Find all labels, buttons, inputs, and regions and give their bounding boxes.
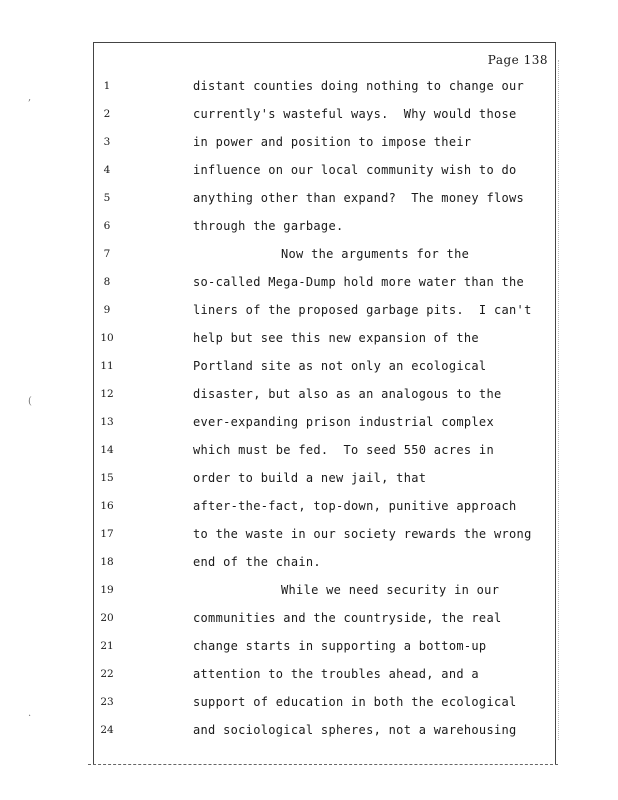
line-number: 15 [100, 472, 114, 484]
transcript-line: Portland site as not only an ecological [193, 359, 487, 373]
line-number: 19 [100, 584, 114, 596]
transcript-line: through the garbage. [193, 219, 344, 233]
line-number: 21 [100, 640, 114, 652]
line-number: 14 [100, 444, 114, 456]
transcript-line: anything other than expand? The money flows [193, 191, 525, 205]
transcript-line: support of education in both the ecological [193, 695, 517, 709]
scan-speck: ( [28, 396, 32, 407]
line-number: 22 [100, 668, 114, 680]
transcript-line: distant counties doing nothing to change our [193, 79, 525, 93]
line-number: 24 [100, 724, 114, 736]
scan-margin-noise [558, 60, 563, 740]
transcript-line: attention to the troubles ahead, and a [193, 667, 479, 681]
transcript-line: which must be fed. To seed 550 acres in [193, 443, 494, 457]
transcript-line: influence on our local community wish to do [193, 163, 517, 177]
transcript-line: after-the-fact, top-down, punitive approach [193, 499, 517, 513]
line-number: 2 [103, 108, 111, 120]
transcript-line: ever-expanding prison industrial complex [193, 415, 494, 429]
line-number: 8 [103, 276, 111, 288]
line-number: 9 [103, 304, 111, 316]
transcript-line: communities and the countryside, the real [193, 611, 502, 625]
line-number: 17 [100, 528, 114, 540]
line-number: 12 [100, 388, 114, 400]
transcript-line: to the waste in our society rewards the wrong [193, 527, 532, 541]
transcript-line: help but see this new expansion of the [193, 331, 479, 345]
line-number: 18 [100, 556, 114, 568]
line-number: 5 [103, 192, 111, 204]
transcript-line: change starts in supporting a bottom-up [193, 639, 487, 653]
bottom-rule [88, 764, 558, 765]
line-number: 16 [100, 500, 114, 512]
line-number: 10 [100, 332, 114, 344]
line-number: 20 [100, 612, 114, 624]
line-number: 7 [103, 248, 111, 260]
transcript-line: and sociological spheres, not a warehousing [193, 723, 517, 737]
transcript-line: disaster, but also as an analogous to the [193, 387, 502, 401]
transcript-line: so-called Mega-Dump hold more water than the [193, 275, 525, 289]
scan-speck: . [28, 708, 32, 719]
transcript-line: While we need security in our [281, 583, 500, 597]
line-number: 3 [103, 136, 111, 148]
line-number: 4 [103, 164, 111, 176]
transcript-line: currently's wasteful ways. Why would those [193, 107, 517, 121]
transcript-line: order to build a new jail, that [193, 471, 427, 485]
transcript-line: liners of the proposed garbage pits. I can't [193, 303, 532, 317]
transcript-line: in power and position to impose their [193, 135, 472, 149]
line-number: 13 [100, 416, 114, 428]
line-number: 6 [103, 220, 111, 232]
line-number-column [96, 78, 118, 750]
transcript-line: end of the chain. [193, 555, 321, 569]
transcript-text [193, 78, 553, 750]
line-number: 11 [100, 360, 114, 372]
line-number: 23 [100, 696, 114, 708]
scan-speck: , [28, 92, 32, 103]
line-number: 1 [103, 80, 111, 92]
transcript-line: Now the arguments for the [281, 247, 470, 261]
page-number: Page 138 [487, 53, 548, 67]
